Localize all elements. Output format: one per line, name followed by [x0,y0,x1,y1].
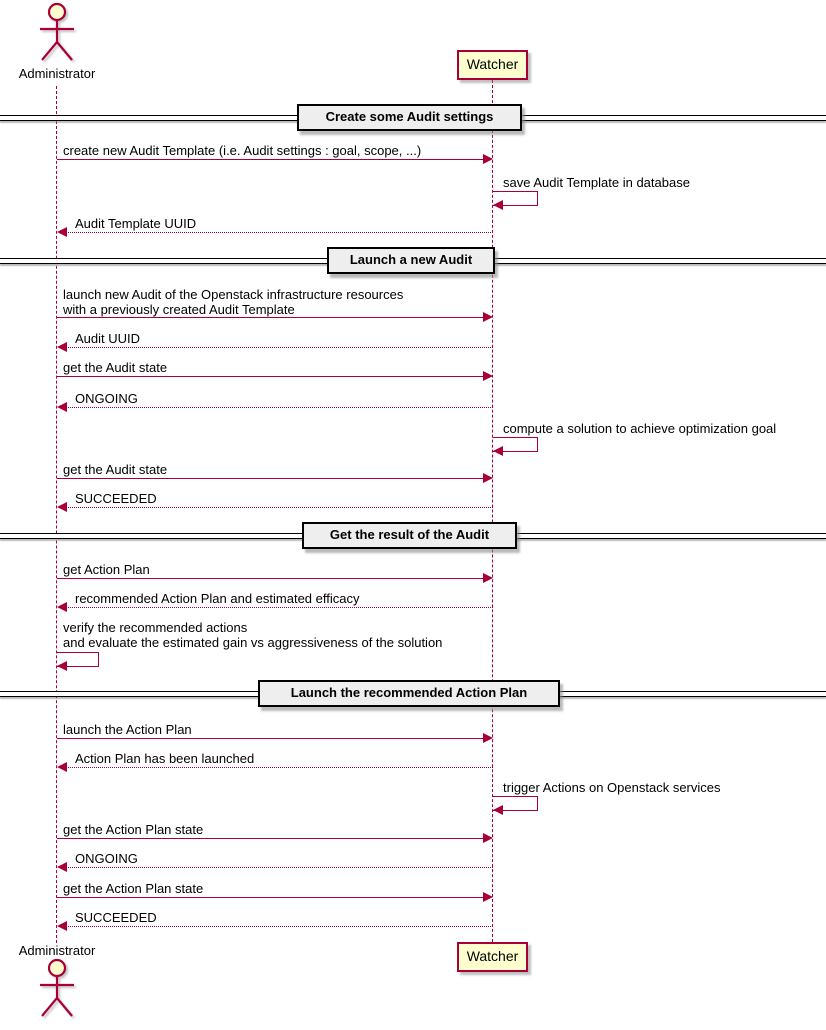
arrowhead-right-icon [483,473,493,483]
message-label: get the Audit state [63,462,168,477]
arrowhead-left-icon [493,446,503,456]
arrowhead-left-icon [57,921,67,931]
arrowhead-left-icon [493,805,503,815]
message-label: SUCCEEDED [75,491,157,506]
actor-administrator-label: Administrator [18,943,96,958]
message-line [62,507,493,508]
arrowhead-left-icon [57,762,67,772]
message-label: trigger Actions on Openstack services [503,780,721,795]
message-line [57,897,484,898]
arrowhead-left-icon [57,661,67,671]
message-label: get the Action Plan state [63,822,204,837]
message-label: recommended Action Plan and estimated efficacy [75,591,360,606]
message-label: get the Action Plan state [63,881,204,896]
message-line [57,376,484,377]
arrowhead-left-icon [57,342,67,352]
arrowhead-left-icon [57,402,67,412]
message-line [62,607,493,608]
message-label: ONGOING [75,851,138,866]
message-label: Action Plan has been launched [75,751,255,766]
section-divider-label: Create some Audit settings [297,104,522,131]
message-line [57,738,484,739]
message-line [62,232,493,233]
message-label: Audit Template UUID [75,216,197,231]
message-label: SUCCEEDED [75,910,157,925]
actor-administrator-label: Administrator [18,66,96,81]
arrowhead-left-icon [57,602,67,612]
arrowhead-right-icon [483,733,493,743]
message-label: create new Audit Template (i.e. Audit settings : goal, scope, ...) [63,143,422,158]
arrowhead-right-icon [483,892,493,902]
arrowhead-right-icon [483,371,493,381]
message-line [57,317,484,318]
participant-watcher-box: Watcher [457,942,528,972]
arrowhead-left-icon [493,200,503,210]
arrowhead-left-icon [57,502,67,512]
actor-administrator-icon [29,2,85,64]
message-line [57,478,484,479]
message-label: get Action Plan [63,562,150,577]
message-line [57,838,484,839]
message-label: get the Audit state [63,360,168,375]
section-divider-label: Get the result of the Audit [302,522,517,549]
message-label: save Audit Template in database [503,175,690,190]
message-line [57,159,484,160]
message-label: Audit UUID [75,331,141,346]
arrowhead-right-icon [483,833,493,843]
message-line [62,347,493,348]
message-line [57,578,484,579]
participant-watcher-box: Watcher [457,50,528,80]
arrowhead-left-icon [57,227,67,237]
arrowhead-right-icon [483,573,493,583]
message-label: ONGOING [75,391,138,406]
message-line [62,867,493,868]
section-divider-label: Launch the recommended Action Plan [258,680,560,707]
message-line [62,926,493,927]
arrowhead-right-icon [483,312,493,322]
message-label: verify the recommended actions and evaluate the estimated gain vs aggressiveness of the solution [63,620,443,650]
message-label: launch the Action Plan [63,722,192,737]
actor-administrator-icon [29,958,85,1020]
message-label: launch new Audit of the Openstack infrastructure resources with a previously created Audit Template [63,287,404,317]
arrowhead-right-icon [483,154,493,164]
lifeline-administrator [56,86,57,943]
section-divider-label: Launch a new Audit [327,247,495,274]
message-line [62,767,493,768]
arrowhead-left-icon [57,862,67,872]
message-line [62,407,493,408]
message-label: compute a solution to achieve optimization goal [503,421,777,436]
